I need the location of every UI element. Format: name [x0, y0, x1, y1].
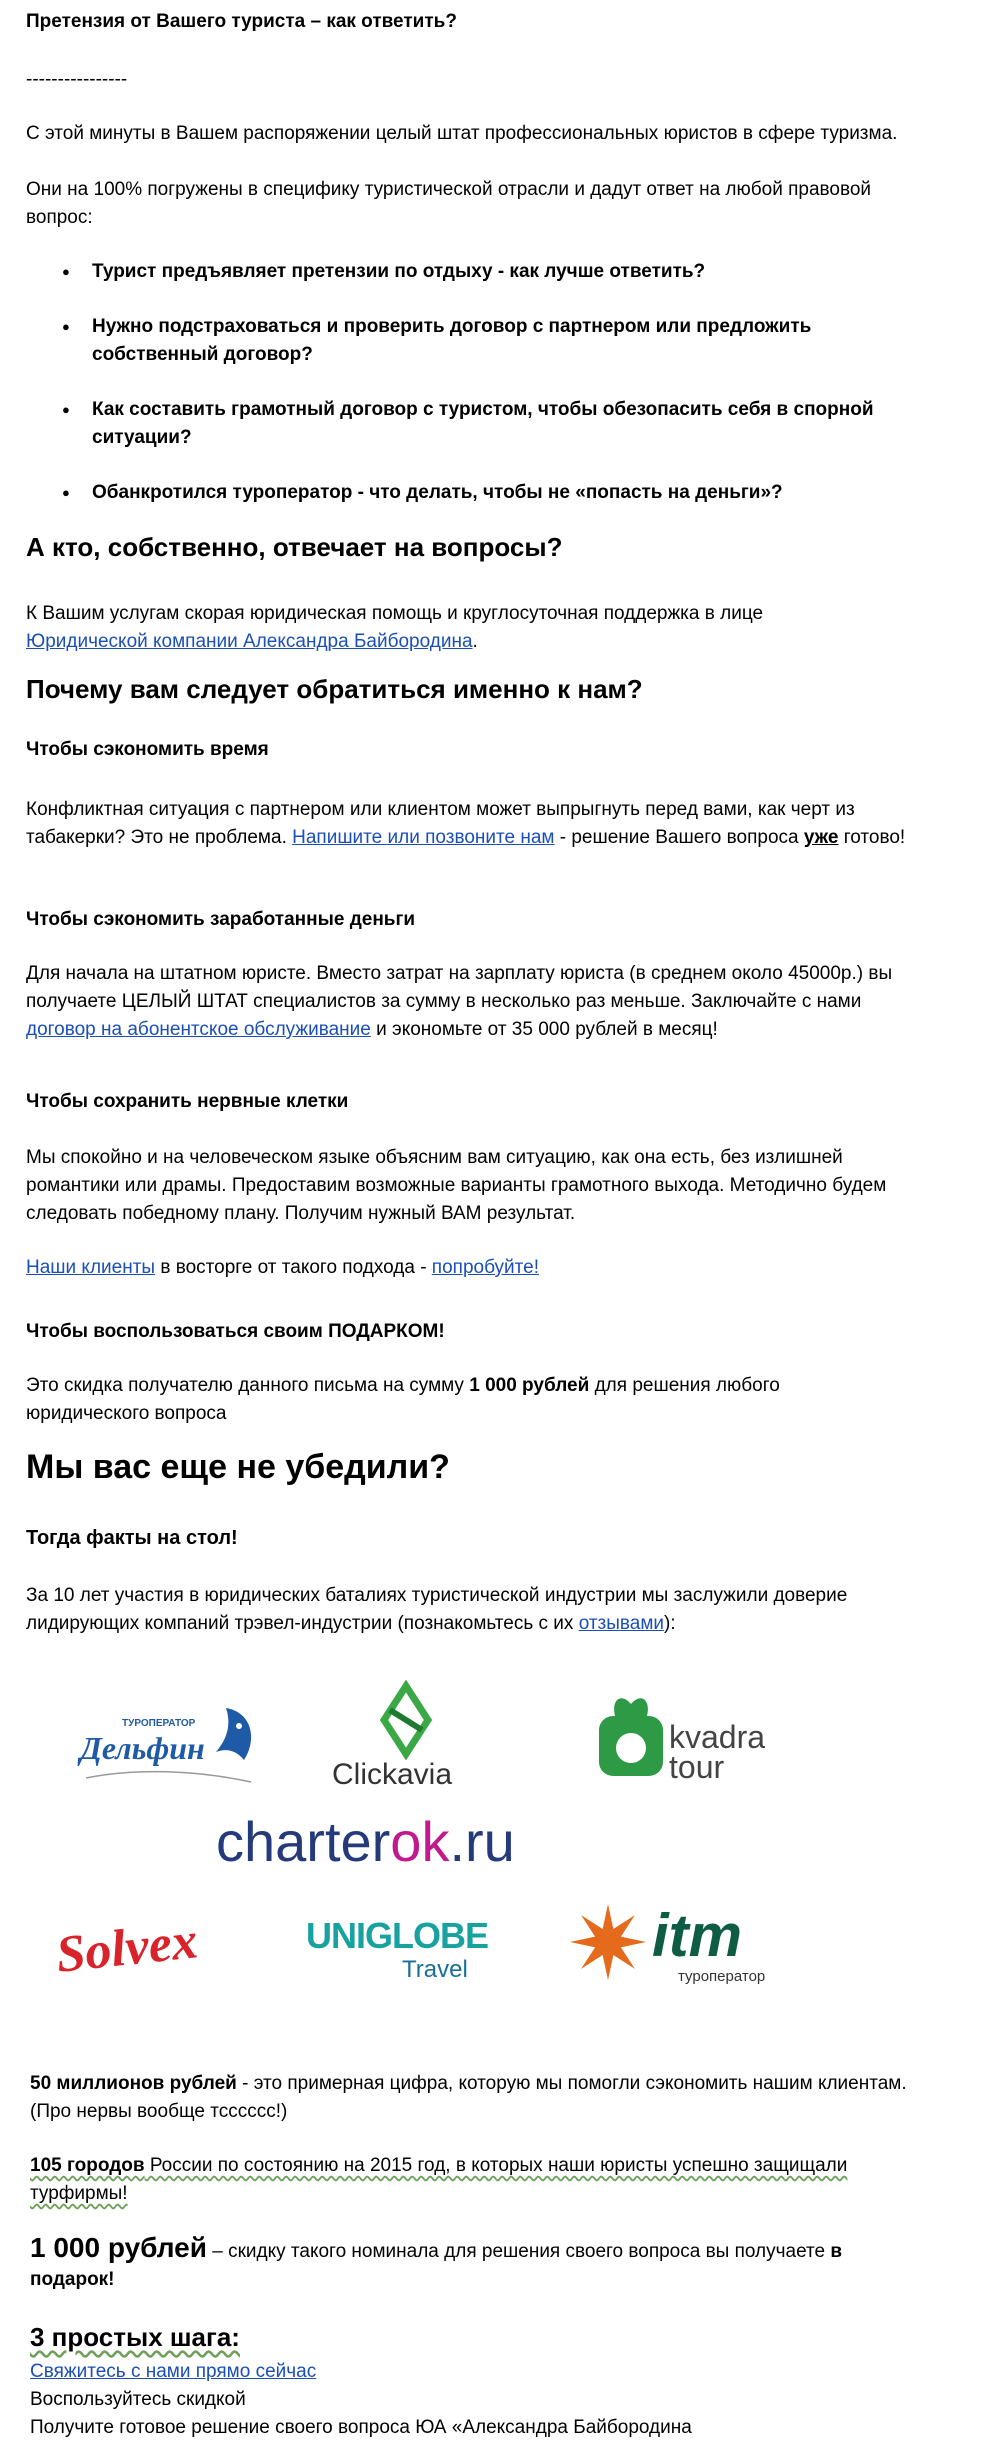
nerves-text: Мы спокойно и на человеческом языке объясним вам ситуацию, как она есть, без излишней романтики или драмы. Предоставим возможные варианты грамотного выхода. Методично будем следовать победному плану. Получим нужный ВАМ результат.: [26, 1147, 887, 1224]
fact-savings: 50 миллионов рублей - это примерная цифра, которую мы помогли сэкономить нашим клиентам. (Про нервы вообще тсссссс!): [30, 2073, 907, 2122]
clients-link[interactable]: Наши клиенты: [26, 1257, 156, 1278]
intro-paragraph-2: Они на 100% погружены в специфику туристической отрасли и дадут ответ на любой правовой вопрос:: [26, 179, 872, 228]
who-text: К Вашим услугам скорая юридическая помощь и круглосуточная поддержка в лице Юридической компании Александра Байбородина.: [26, 603, 764, 652]
convince-text: За 10 лет участия в юридических баталиях туристической индустрии мы заслужили доверие лидирующих компаний трэвел-индустрии (познакомьтесь с их отзывами):: [26, 1585, 848, 1634]
try-link[interactable]: попробуйте!: [431, 1257, 539, 1278]
solvex-logo: Solvex: [53, 1912, 201, 1984]
page-title: Претензия от Вашего туриста – как ответить?: [26, 11, 457, 32]
clickavia-icon: [326, 1680, 486, 1760]
steps-list: [30, 2358, 692, 2442]
contact-link[interactable]: Напишите или позвоните нам: [292, 827, 555, 848]
question-list: [26, 258, 912, 507]
charterok-logo: charterok.ru: [216, 1810, 515, 1873]
clients-line: Наши клиенты в восторге от такого подхода - попробуйте!: [26, 1257, 539, 1278]
steps-heading: 3 простых шага:: [30, 2322, 240, 2352]
subscription-link[interactable]: договор на абонентское обслуживание: [26, 1019, 371, 1040]
palm-icon: [591, 1686, 671, 1786]
convince-heading: Мы вас еще не убедили?: [26, 1448, 450, 1486]
kvadra-tour-logo: kvadra tour: [591, 1686, 791, 1786]
itm-logo: itm туроператор: [566, 1900, 806, 2000]
gift-heading: Чтобы воспользоваться своим ПОДАРКОМ!: [26, 1321, 445, 1342]
step-2: Воспользуйтесь скидкой: [30, 2389, 246, 2410]
clickavia-logo: Clickavia: [326, 1680, 486, 1800]
company-link[interactable]: Юридической компании Александра Байбородина: [26, 631, 473, 652]
convince-subheading: Тогда факты на стол!: [26, 1527, 238, 1549]
fact-cities: 105 городов России по состоянию на 2015 год, в которых наши юристы успешно защищали турфирмы!: [30, 2155, 848, 2204]
time-heading: Чтобы сэкономить время: [26, 739, 269, 760]
time-text: Конфликтная ситуация с партнером или клиентом может выпрыгнуть перед вами, как черт из табакерки? Это не проблема. Напишите или позвоните нам - решение Вашего вопроса уже готово!: [26, 799, 906, 848]
divider: ----------------: [26, 69, 128, 90]
nerves-heading: Чтобы сохранить нервные клетки: [26, 1091, 349, 1112]
intro-paragraph-1: С этой минуты в Вашем распоряжении целый штат профессиональных юристов в сфере туризма.: [26, 123, 898, 144]
step-3: Получите готовое решение своего вопроса ЮА «Александра Байбородина: [30, 2417, 692, 2438]
list-item: ● Обанкротился туроператор - что делать, чтобы не «попасть на деньги»?: [26, 479, 912, 507]
list-item: ● Турист предъявляет претензии по отдыху - как лучше ответить?: [26, 258, 912, 286]
list-item: ● Как составить грамотный договор с туристом, чтобы обезопасить себя в спорной ситуации?: [26, 396, 912, 452]
why-heading: Почему вам следует обратиться именно к нам?: [26, 674, 643, 704]
money-text: Для начала на штатном юристе. Вместо затрат на зарплату юриста (в среднем около 45000р.) вы получаете ЦЕЛЫЙ ШТАТ специалистов за сумму в несколько раз меньше. Заключайте с нами договор на абонентское обслуживание и экономьте от 35 000 рублей в месяц!: [26, 963, 893, 1040]
who-heading: А кто, собственно, отвечает на вопросы?: [26, 532, 563, 562]
reviews-link[interactable]: отзывами: [578, 1613, 665, 1634]
list-item: ● Нужно подстраховаться и проверить договор с партнером или предложить собственный договор?: [26, 313, 912, 369]
uniglobe-logo: UNIGLOBE Travel: [306, 1915, 489, 1983]
delfin-logo: ТУРОПЕРАТОР Дельфин: [76, 1690, 266, 1800]
gift-text: Это скидка получателю данного письма на сумму 1 000 рублей для решения любого юридического вопроса: [26, 1375, 780, 1424]
star-flower-icon: [566, 1900, 650, 1984]
contact-now-link[interactable]: Свяжитесь с нами прямо сейчас: [30, 2361, 317, 2382]
fact-discount: 1 000 рублей – скидку такого номинала для решения своего вопроса вы получаете в подарок!: [30, 2232, 843, 2290]
money-heading: Чтобы сэкономить заработанные деньги: [26, 909, 416, 930]
